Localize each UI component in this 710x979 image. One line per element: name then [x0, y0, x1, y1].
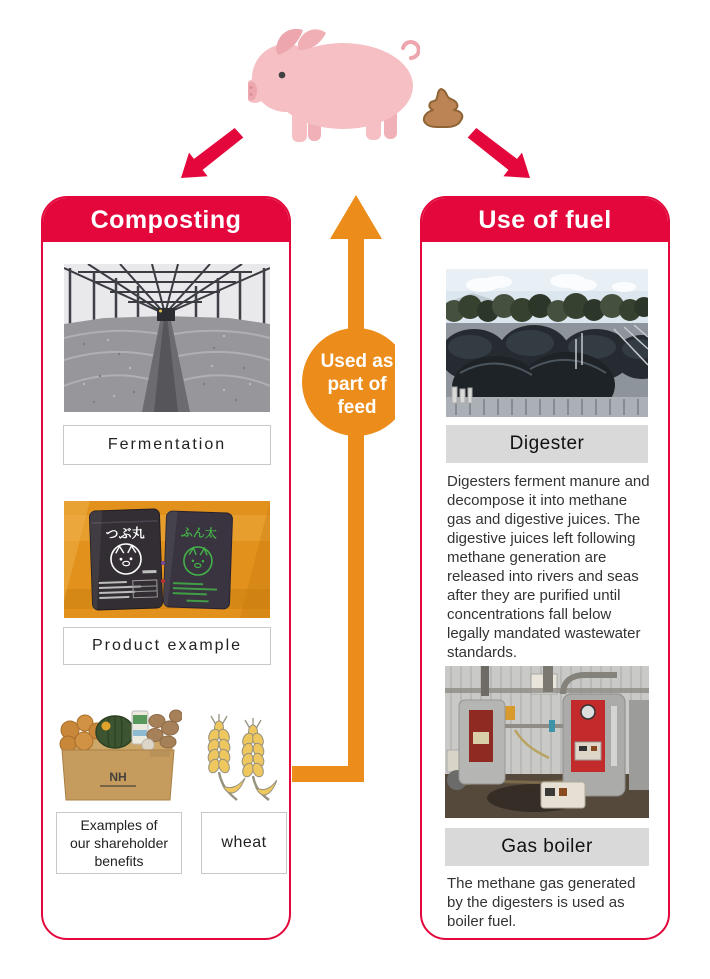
pig-icon — [248, 24, 420, 144]
benefits-line: Examples of — [80, 817, 158, 833]
benefits-line: benefits — [94, 853, 144, 869]
digester-description: Digesters ferment manure and decompose it into methane gas and digestive juices. The digestive juices left following methane generation are released into rivers and seas after they are purified until concentrations fall below legally mandated wastewater standards. — [447, 473, 650, 661]
feed-line: Used as — [320, 351, 394, 372]
gas-boiler-caption: Gas boiler — [445, 828, 649, 866]
shareholder-benefits-caption — [56, 812, 182, 874]
bag-left-title: つぶ丸 — [105, 525, 145, 542]
composting-panel — [41, 196, 291, 940]
product-bags-photo — [64, 501, 270, 618]
benefits-line: our shareholder — [69, 835, 169, 851]
fuel-panel — [420, 196, 670, 940]
feed-loop-arrow-up-icon — [285, 192, 395, 792]
bag-right-title: ふん太 — [180, 525, 218, 541]
wheat-caption: wheat — [201, 812, 287, 874]
fermentation-photo — [64, 264, 270, 412]
fuel-title: Use of fuel — [422, 198, 668, 242]
box-logo: NH — [109, 770, 127, 784]
wheat-illustration — [195, 712, 277, 802]
gas-boiler-description: The methane gas generated by the digesters is used as boiler fuel. — [447, 875, 636, 930]
feed-circle-label — [303, 350, 411, 419]
fermentation-caption: Fermentation — [63, 425, 271, 465]
vegetable-box-photo — [54, 704, 182, 804]
feed-line: part of — [327, 374, 387, 395]
composting-title: Composting — [43, 198, 289, 242]
product-example-caption: Product example — [63, 627, 271, 665]
gas-boiler-photo — [445, 666, 649, 818]
manure-icon — [420, 86, 466, 130]
arrow-down-right-icon — [466, 128, 536, 183]
digester-photo — [446, 269, 648, 417]
feed-line: feed — [337, 397, 377, 418]
arrow-down-left-icon — [175, 128, 245, 183]
digester-caption: Digester — [446, 425, 648, 463]
